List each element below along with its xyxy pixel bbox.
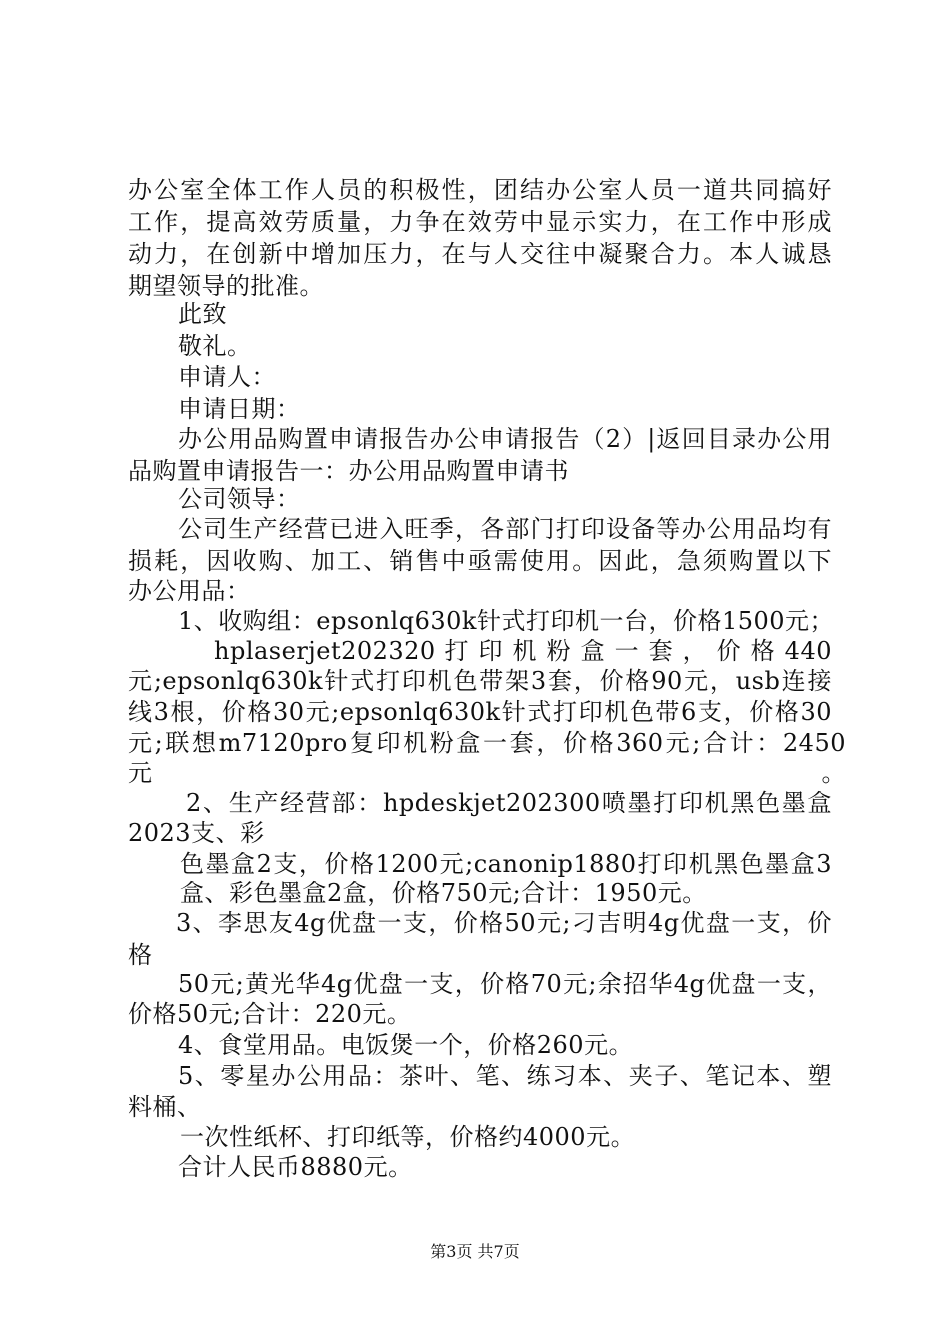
- addressee: 公司领导：: [178, 485, 301, 513]
- section-heading: 办公用品购置申请报告办公申请报告（2）|返回目录办公用: [178, 425, 832, 453]
- body-line: 期望领导的批准。: [128, 272, 324, 300]
- item-3-line: 价格50元;合计：220元。: [128, 1000, 412, 1028]
- item-2-line: 2、生产经营部：hpdeskjet202300喷墨打印机黑色墨盒: [186, 789, 832, 817]
- body-line: 公司生产经营已进入旺季，各部门打印设备等办公用品均有: [178, 515, 832, 543]
- item-2-line: 2023支、彩: [128, 819, 265, 847]
- closing-salutation: 此致: [178, 300, 227, 328]
- item-3-line: 格: [128, 941, 153, 969]
- item-5-line: 一次性纸杯、打印纸等，价格约4000元。: [180, 1123, 636, 1151]
- body-line: 办公用品：: [128, 577, 251, 605]
- item-1-line: hplaserjet202320 打 印 机 粉 盒 一 套 ， 价 格 440: [214, 637, 832, 665]
- item-1-line: 元;epsonlq630k针式打印机色带架3套，价格90元，usb连接: [128, 667, 832, 695]
- item-5-line: 5、零星办公用品：茶叶、笔、练习本、夹子、笔记本、塑: [178, 1062, 832, 1090]
- item-1-line: 线3根，价格30元;epsonlq630k针式打印机色带6支，价格30: [128, 698, 832, 726]
- item-1-line: 1、收购组：epsonlq630k针式打印机一台，价格1500元；: [178, 607, 835, 635]
- body-line: 损耗，因收购、加工、销售中亟需使用。因此，急须购置以下: [128, 547, 832, 575]
- item-2-line: 盒、彩色墨盒2盒，价格750元;合计：1950元。: [180, 879, 707, 907]
- item-3-line: 50元;黄光华4g优盘一支，价格70元;余招华4g优盘一支，: [178, 970, 832, 998]
- item-1-line: 元;联想m7120pro复印机粉盒一套，价格360元;合计：2450元。: [128, 729, 846, 787]
- application-date-label: 申请日期：: [178, 395, 301, 423]
- grand-total-line: 合计人民币8880元。: [178, 1153, 413, 1181]
- item-3-line: 3、李思友4g优盘一支，价格50元;刁吉明4g优盘一支，价: [176, 909, 832, 937]
- section-heading-cont: 品购置申请报告一：办公用品购置申请书: [128, 457, 569, 485]
- body-line: 办公室全体工作人员的积极性，团结办公室人员一道共同搞好: [128, 176, 832, 204]
- item-4-line: 4、食堂用品。电饭煲一个，价格260元。: [178, 1031, 634, 1059]
- page-number-footer: 第3页 共7页: [430, 1242, 520, 1261]
- applicant-label: 申请人：: [178, 363, 276, 391]
- closing-regards: 敬礼。: [178, 332, 252, 360]
- body-line: 动力，在创新中增加压力，在与人交往中凝聚合力。本人诚恳: [128, 240, 832, 268]
- item-2-line: 色墨盒2支，价格1200元;canonip1880打印机黑色墨盒3: [180, 850, 832, 878]
- body-line: 工作，提高效劳质量，力争在效劳中显示实力，在工作中形成: [128, 208, 832, 236]
- item-5-line: 料桶、: [128, 1093, 202, 1121]
